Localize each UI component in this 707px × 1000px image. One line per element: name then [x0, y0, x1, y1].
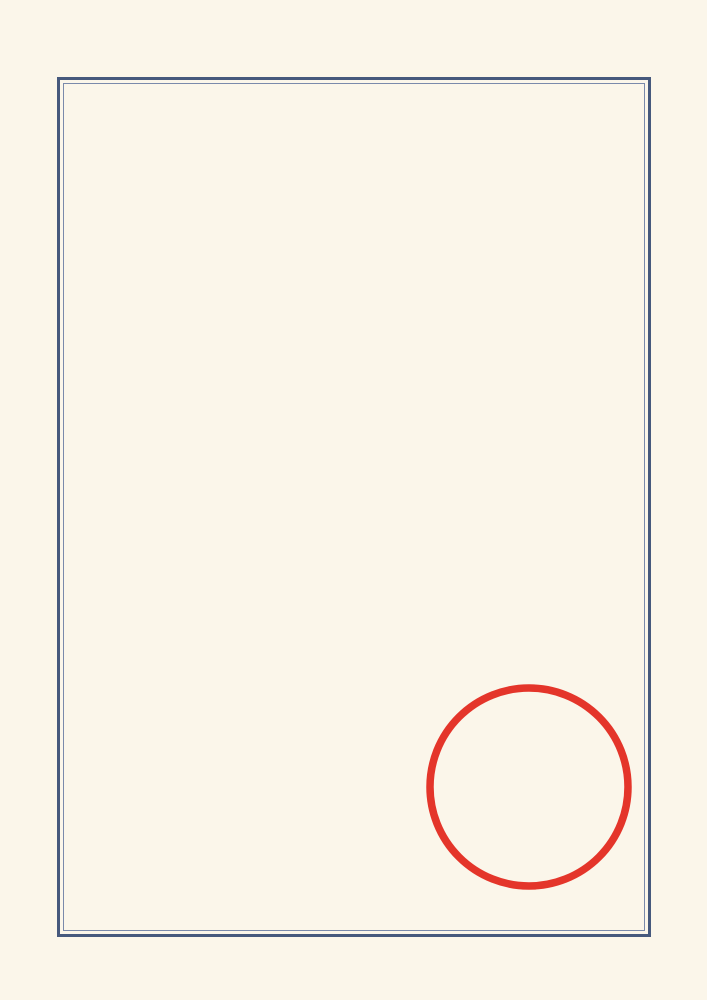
field-row-designer [88, 328, 625, 371]
field-row-patentee [88, 457, 625, 500]
dragon-ornament [234, 56, 470, 102]
cnipa-logo-icon [284, 108, 414, 208]
field-row-patent-number [88, 371, 625, 414]
field-row-filing-date [88, 414, 625, 457]
barcode [95, 738, 287, 757]
field-list [88, 285, 625, 586]
seal-ring [430, 688, 628, 886]
official-seal [424, 682, 634, 892]
field-row-address [88, 500, 625, 543]
field-row-design-name [88, 285, 625, 328]
qr-code [539, 129, 602, 192]
body-paragraphs [88, 580, 625, 583]
certificate-border [57, 77, 651, 937]
